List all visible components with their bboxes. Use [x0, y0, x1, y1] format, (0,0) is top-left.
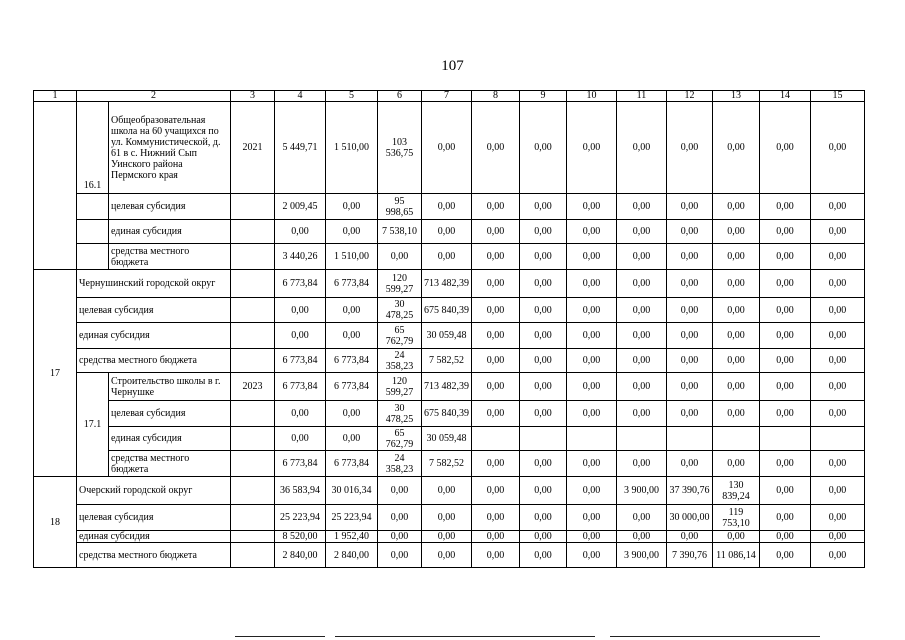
value-cell: 6 773,84 — [275, 349, 326, 373]
footer-rule-left — [235, 636, 325, 637]
sub-row — [34, 401, 865, 427]
municipality-name: Чернушинский городской округ — [77, 270, 231, 298]
value-cell: 30 000,00 — [667, 505, 713, 531]
value-cell: 7 582,52 — [422, 349, 472, 373]
footer-rule-mid — [335, 636, 595, 637]
value-cell: 0,00 — [520, 270, 567, 298]
value-cell: 0,00 — [326, 427, 378, 451]
year-cell: 2021 — [231, 102, 275, 194]
value-cell: 0,00 — [472, 194, 520, 220]
value-cell: 0,00 — [811, 505, 865, 531]
value-cell: 0,00 — [567, 531, 617, 543]
empty-cell — [231, 323, 275, 349]
sub-row — [34, 451, 865, 477]
empty-cell — [231, 244, 275, 270]
value-cell: 0,00 — [667, 373, 713, 401]
value-cell: 0,00 — [472, 505, 520, 531]
value-cell: 0,00 — [713, 451, 760, 477]
value-cell: 6 773,84 — [326, 349, 378, 373]
header-cell: 2 — [77, 91, 231, 102]
value-cell: 0,00 — [667, 102, 713, 194]
value-cell: 6 773,84 — [275, 270, 326, 298]
value-cell: 0,00 — [760, 220, 811, 244]
value-cell: 0,00 — [520, 531, 567, 543]
sub-row — [34, 244, 865, 270]
value-cell: 6 773,84 — [326, 373, 378, 401]
value-cell: 0,00 — [811, 373, 865, 401]
value-cell: 0,00 — [811, 401, 865, 427]
value-cell: 0,00 — [667, 323, 713, 349]
sub-label: средства местного бюджета — [109, 244, 231, 270]
empty-cell — [77, 220, 109, 244]
value-cell: 2 009,45 — [275, 194, 326, 220]
value-cell: 0,00 — [617, 401, 667, 427]
value-cell: 36 583,94 — [275, 477, 326, 505]
sub-row — [34, 194, 865, 220]
value-cell: 2 840,00 — [326, 543, 378, 568]
sub-label: средства местного бюджета — [77, 543, 231, 568]
value-cell: 0,00 — [326, 323, 378, 349]
value-cell: 0,00 — [275, 298, 326, 323]
sub-row — [34, 220, 865, 244]
header-cell: 4 — [275, 91, 326, 102]
value-cell: 0,00 — [520, 373, 567, 401]
value-cell: 0,00 — [472, 270, 520, 298]
value-cell: 0,00 — [472, 401, 520, 427]
value-cell: 0,00 — [667, 451, 713, 477]
value-cell: 37 390,76 — [667, 477, 713, 505]
header-cell: 8 — [472, 91, 520, 102]
value-cell: 120 599,27 — [378, 373, 422, 401]
value-cell: 0,00 — [760, 323, 811, 349]
value-cell: 2 840,00 — [275, 543, 326, 568]
value-cell: 0,00 — [275, 427, 326, 451]
value-cell: 0,00 — [520, 505, 567, 531]
value-cell: 0,00 — [567, 505, 617, 531]
value-cell: 675 840,39 — [422, 298, 472, 323]
value-cell: 0,00 — [422, 505, 472, 531]
year-cell: 2023 — [231, 373, 275, 401]
value-cell: 0,00 — [326, 220, 378, 244]
value-cell: 0,00 — [760, 244, 811, 270]
value-cell — [567, 427, 617, 451]
value-cell: 30 016,34 — [326, 477, 378, 505]
value-cell: 0,00 — [520, 244, 567, 270]
value-cell: 0,00 — [713, 194, 760, 220]
value-cell: 0,00 — [422, 477, 472, 505]
value-cell: 120 599,27 — [378, 270, 422, 298]
empty-cell — [231, 270, 275, 298]
value-cell — [472, 427, 520, 451]
value-cell: 0,00 — [520, 194, 567, 220]
row-17 — [34, 270, 865, 298]
table-body — [34, 91, 865, 568]
value-cell: 0,00 — [811, 298, 865, 323]
sub-label: целевая субсидия — [77, 298, 231, 323]
header-cell: 13 — [713, 91, 760, 102]
value-cell — [713, 427, 760, 451]
value-cell: 0,00 — [378, 477, 422, 505]
value-cell: 0,00 — [472, 349, 520, 373]
row-18 — [34, 477, 865, 505]
value-cell: 0,00 — [567, 323, 617, 349]
empty-cell — [231, 298, 275, 323]
value-cell: 0,00 — [713, 270, 760, 298]
empty-cell — [231, 505, 275, 531]
empty-cell — [77, 194, 109, 220]
value-cell: 30 059,48 — [422, 323, 472, 349]
value-cell: 675 840,39 — [422, 401, 472, 427]
value-cell: 0,00 — [713, 323, 760, 349]
value-cell: 0,00 — [811, 349, 865, 373]
value-cell: 30 478,25 — [378, 401, 422, 427]
value-cell: 0,00 — [811, 323, 865, 349]
value-cell: 0,00 — [567, 349, 617, 373]
value-cell: 713 482,39 — [422, 373, 472, 401]
header-cell: 1 — [34, 91, 77, 102]
value-cell: 30 478,25 — [378, 298, 422, 323]
header-cell: 10 — [567, 91, 617, 102]
value-cell: 0,00 — [520, 220, 567, 244]
value-cell: 0,00 — [472, 298, 520, 323]
value-cell: 0,00 — [617, 373, 667, 401]
value-cell: 0,00 — [713, 244, 760, 270]
value-cell: 0,00 — [472, 220, 520, 244]
empty-cell — [231, 531, 275, 543]
value-cell: 0,00 — [567, 477, 617, 505]
empty-cell — [231, 349, 275, 373]
value-cell: 0,00 — [520, 401, 567, 427]
sub-row — [34, 531, 865, 543]
value-cell: 0,00 — [378, 505, 422, 531]
value-cell: 0,00 — [567, 401, 617, 427]
value-cell: 713 482,39 — [422, 270, 472, 298]
sub-row — [34, 349, 865, 373]
value-cell: 0,00 — [617, 531, 667, 543]
value-cell: 0,00 — [667, 194, 713, 220]
header-cell: 3 — [231, 91, 275, 102]
value-cell: 0,00 — [472, 477, 520, 505]
header-cell: 12 — [667, 91, 713, 102]
sub-label: единая субсидия — [109, 220, 231, 244]
value-cell: 1 510,00 — [326, 244, 378, 270]
row-number: 16.1 — [77, 102, 109, 194]
value-cell: 0,00 — [472, 543, 520, 568]
value-cell: 0,00 — [520, 298, 567, 323]
value-cell: 0,00 — [422, 531, 472, 543]
value-cell: 5 449,71 — [275, 102, 326, 194]
value-cell: 6 773,84 — [326, 451, 378, 477]
value-cell: 0,00 — [326, 194, 378, 220]
value-cell: 0,00 — [520, 349, 567, 373]
value-cell: 0,00 — [472, 102, 520, 194]
value-cell: 0,00 — [422, 102, 472, 194]
header-cell: 7 — [422, 91, 472, 102]
municipality-name: Очерский городской округ — [77, 477, 231, 505]
value-cell: 0,00 — [275, 323, 326, 349]
value-cell: 0,00 — [713, 102, 760, 194]
value-cell: 0,00 — [667, 401, 713, 427]
value-cell: 0,00 — [760, 373, 811, 401]
value-cell: 0,00 — [617, 349, 667, 373]
row-number: 17 — [34, 270, 77, 477]
value-cell: 0,00 — [617, 298, 667, 323]
value-cell: 0,00 — [811, 194, 865, 220]
value-cell: 0,00 — [760, 194, 811, 220]
header-cell: 14 — [760, 91, 811, 102]
value-cell: 0,00 — [472, 531, 520, 543]
sub-label: целевая субсидия — [109, 194, 231, 220]
value-cell: 0,00 — [422, 543, 472, 568]
empty-cell — [231, 427, 275, 451]
value-cell: 0,00 — [617, 244, 667, 270]
header-cell: 6 — [378, 91, 422, 102]
sub-row — [34, 323, 865, 349]
value-cell: 0,00 — [567, 194, 617, 220]
object-name: Общеобразовательная школа на 60 учащихся по ул. Коммунистической, д. 61 в с. Нижний Сып Уинского района Пермского края — [109, 102, 231, 194]
sub-label: средства местного бюджета — [109, 451, 231, 477]
empty-cell — [231, 401, 275, 427]
sub-label: целевая субсидия — [109, 401, 231, 427]
value-cell: 0,00 — [567, 102, 617, 194]
empty-cell — [231, 451, 275, 477]
empty-cell — [77, 244, 109, 270]
header-cell: 5 — [326, 91, 378, 102]
value-cell: 0,00 — [811, 102, 865, 194]
value-cell: 95 998,65 — [378, 194, 422, 220]
value-cell: 0,00 — [275, 401, 326, 427]
value-cell: 0,00 — [667, 244, 713, 270]
value-cell: 0,00 — [760, 298, 811, 323]
value-cell: 0,00 — [567, 543, 617, 568]
sub-row — [34, 298, 865, 323]
value-cell: 0,00 — [326, 401, 378, 427]
value-cell: 65 762,79 — [378, 323, 422, 349]
value-cell: 0,00 — [326, 298, 378, 323]
value-cell — [811, 427, 865, 451]
value-cell: 0,00 — [378, 531, 422, 543]
value-cell: 0,00 — [760, 102, 811, 194]
sub-row — [34, 543, 865, 568]
value-cell: 0,00 — [713, 220, 760, 244]
value-cell: 30 059,48 — [422, 427, 472, 451]
sub-label: средства местного бюджета — [77, 349, 231, 373]
value-cell: 0,00 — [472, 451, 520, 477]
value-cell: 0,00 — [617, 102, 667, 194]
sub-label: целевая субсидия — [77, 505, 231, 531]
value-cell: 0,00 — [520, 102, 567, 194]
value-cell: 0,00 — [567, 244, 617, 270]
value-cell: 0,00 — [713, 298, 760, 323]
value-cell: 1 952,40 — [326, 531, 378, 543]
value-cell: 0,00 — [811, 477, 865, 505]
row-number: 18 — [34, 477, 77, 568]
value-cell: 0,00 — [520, 323, 567, 349]
empty-cell — [231, 220, 275, 244]
value-cell: 11 086,14 — [713, 543, 760, 568]
value-cell: 3 440,26 — [275, 244, 326, 270]
value-cell: 0,00 — [472, 323, 520, 349]
value-cell: 0,00 — [472, 373, 520, 401]
row-number: 17.1 — [77, 373, 109, 477]
empty-cell — [231, 477, 275, 505]
value-cell: 0,00 — [520, 543, 567, 568]
value-cell: 3 900,00 — [617, 543, 667, 568]
value-cell — [667, 427, 713, 451]
value-cell: 0,00 — [378, 543, 422, 568]
sub-row — [34, 505, 865, 531]
value-cell: 0,00 — [667, 531, 713, 543]
value-cell: 0,00 — [617, 194, 667, 220]
sub-row — [34, 427, 865, 451]
sub-label: единая субсидия — [77, 323, 231, 349]
value-cell: 103 536,75 — [378, 102, 422, 194]
value-cell: 25 223,94 — [326, 505, 378, 531]
value-cell: 0,00 — [422, 244, 472, 270]
value-cell: 0,00 — [567, 373, 617, 401]
value-cell: 24 358,23 — [378, 451, 422, 477]
value-cell: 0,00 — [378, 244, 422, 270]
value-cell: 0,00 — [520, 477, 567, 505]
row-16-1 — [34, 102, 865, 194]
value-cell: 24 358,23 — [378, 349, 422, 373]
value-cell: 0,00 — [811, 451, 865, 477]
value-cell: 0,00 — [275, 220, 326, 244]
value-cell: 0,00 — [422, 194, 472, 220]
header-row — [34, 91, 865, 102]
value-cell: 0,00 — [760, 477, 811, 505]
value-cell: 0,00 — [760, 531, 811, 543]
object-name: Строительство школы в г. Чернушке — [109, 373, 231, 401]
value-cell: 0,00 — [760, 543, 811, 568]
value-cell: 0,00 — [667, 298, 713, 323]
value-cell — [520, 427, 567, 451]
value-cell: 0,00 — [713, 531, 760, 543]
value-cell: 0,00 — [617, 505, 667, 531]
budget-table — [33, 90, 865, 568]
value-cell — [617, 427, 667, 451]
value-cell: 65 762,79 — [378, 427, 422, 451]
value-cell: 0,00 — [811, 220, 865, 244]
value-cell: 7 582,52 — [422, 451, 472, 477]
value-cell: 0,00 — [567, 451, 617, 477]
value-cell: 0,00 — [667, 220, 713, 244]
value-cell: 130 839,24 — [713, 477, 760, 505]
empty-cell — [231, 194, 275, 220]
page-number: 107 — [441, 58, 464, 74]
value-cell: 0,00 — [617, 270, 667, 298]
value-cell: 1 510,00 — [326, 102, 378, 194]
header-cell: 15 — [811, 91, 865, 102]
value-cell: 6 773,84 — [275, 451, 326, 477]
value-cell: 0,00 — [713, 373, 760, 401]
value-cell: 0,00 — [617, 323, 667, 349]
value-cell: 25 223,94 — [275, 505, 326, 531]
value-cell: 6 773,84 — [326, 270, 378, 298]
value-cell: 0,00 — [811, 531, 865, 543]
value-cell: 6 773,84 — [275, 373, 326, 401]
value-cell: 7 538,10 — [378, 220, 422, 244]
value-cell: 0,00 — [760, 451, 811, 477]
header-cell: 9 — [520, 91, 567, 102]
value-cell: 0,00 — [713, 349, 760, 373]
value-cell: 0,00 — [760, 270, 811, 298]
empty-cell — [231, 543, 275, 568]
value-cell: 0,00 — [760, 505, 811, 531]
value-cell: 0,00 — [667, 349, 713, 373]
value-cell: 0,00 — [760, 401, 811, 427]
footer-rule-right — [610, 636, 820, 637]
value-cell: 0,00 — [760, 349, 811, 373]
value-cell: 0,00 — [811, 270, 865, 298]
header-cell: 11 — [617, 91, 667, 102]
value-cell: 0,00 — [617, 220, 667, 244]
value-cell: 0,00 — [472, 244, 520, 270]
value-cell — [760, 427, 811, 451]
empty-number-cell — [34, 102, 77, 270]
value-cell: 8 520,00 — [275, 531, 326, 543]
value-cell: 0,00 — [811, 244, 865, 270]
value-cell: 0,00 — [567, 220, 617, 244]
value-cell: 0,00 — [567, 270, 617, 298]
sub-label: единая субсидия — [109, 427, 231, 451]
value-cell: 119 753,10 — [713, 505, 760, 531]
row-17-1 — [34, 373, 865, 401]
value-cell: 0,00 — [811, 543, 865, 568]
value-cell: 3 900,00 — [617, 477, 667, 505]
value-cell: 7 390,76 — [667, 543, 713, 568]
value-cell: 0,00 — [667, 270, 713, 298]
value-cell: 0,00 — [567, 298, 617, 323]
value-cell: 0,00 — [422, 220, 472, 244]
value-cell: 0,00 — [713, 401, 760, 427]
value-cell: 0,00 — [617, 451, 667, 477]
value-cell: 0,00 — [520, 451, 567, 477]
sub-label: единая субсидия — [77, 531, 231, 543]
